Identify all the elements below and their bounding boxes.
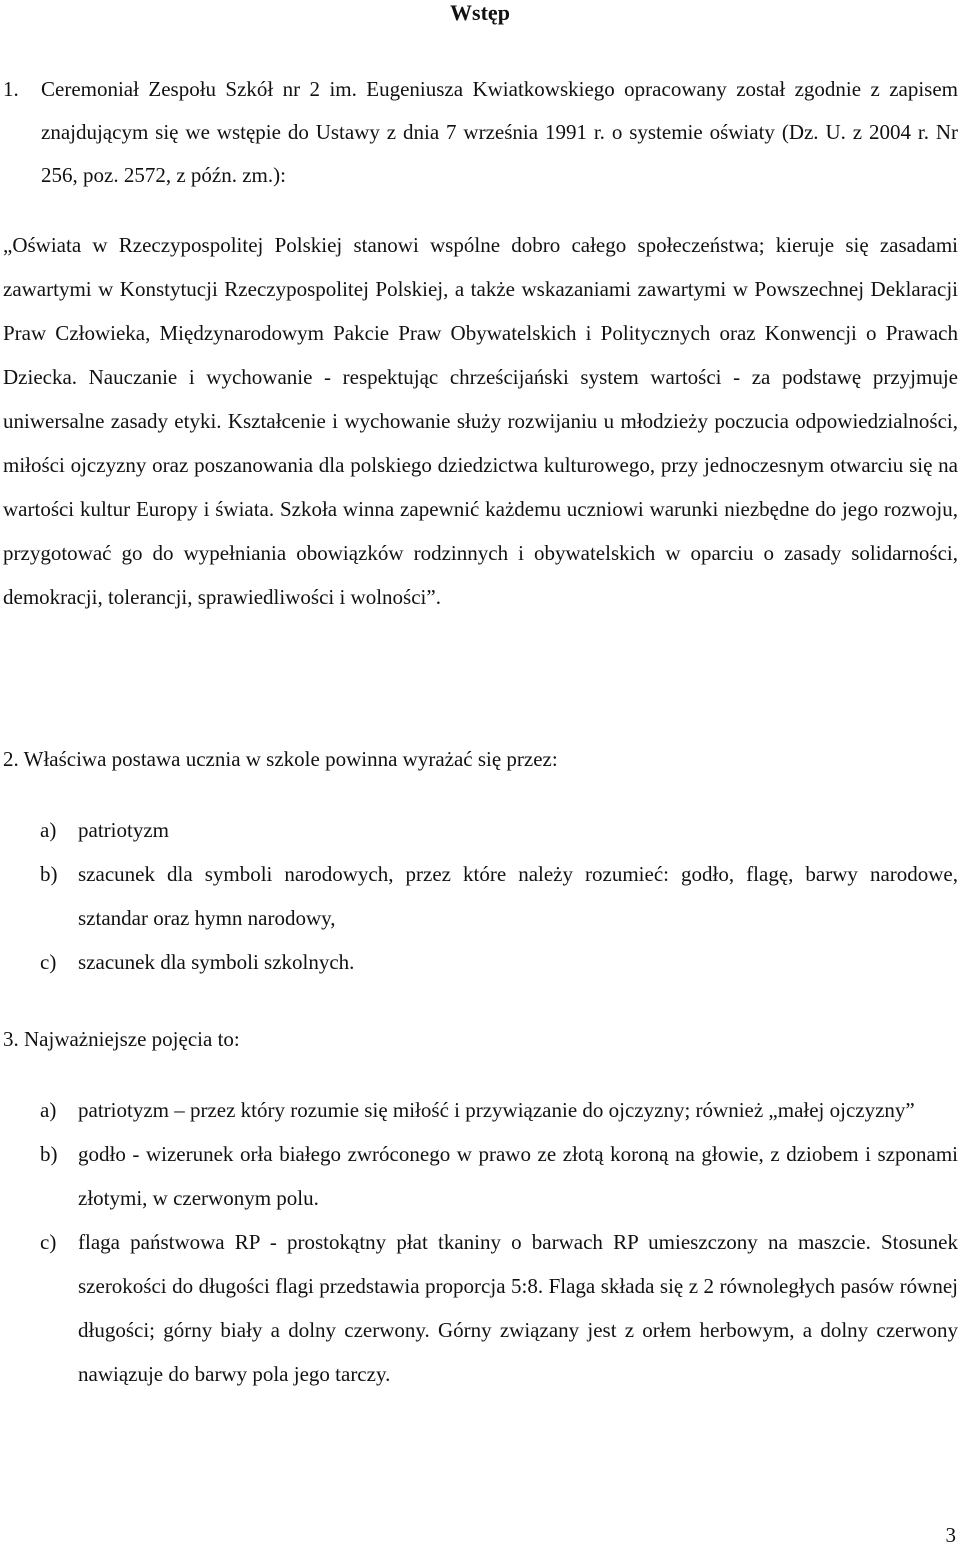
section-1-quote: „Oświata w Rzeczypospolitej Polskiej stanowi wspólne dobro całego społeczeństwa; kieruje się zasadami zawartymi w Konstytucji Rzeczypospolitej Polskiej, a także wskazaniami zawartymi w Powszechnej Deklaracji Praw Człowieka, Międzynarodowym Pakcie Praw Obywatelskich i Politycznych oraz Konwencji o Prawach Dziecka. Nauczanie i wychowanie - respektując chrześcijański system wartości - za podstawę przyjmuje uniwersalne zasady etyki. Kształcenie i wychowanie służy rozwijaniu u młodzieży poczucia odpowiedzialności, miłości ojczyzny oraz poszanowania dla polskiego dziedzictwa kulturowego, przy jednoczesnym otwarciu się na wartości kultur Europy i świata. Szkoła winna zapewnić każdemu uczniowi warunki niezbędne do jego rozwoju, przygotować go do wypełniania obowiązków rodzinnych i obywatelskich w oparciu o zasady solidarności, demokracji, tolerancji, sprawiedliwości i wolności”. [3, 233, 958, 609]
list-item-marker: a) [40, 1098, 57, 1122]
list-item-marker: c) [40, 950, 57, 974]
list-item-text: godło - wizerunek orła białego zwróconego w prawo ze złotą koroną na głowie, z dziobem i szponami złotymi, w czerwonym polu. [78, 1142, 958, 1210]
list-item [40, 1132, 958, 1220]
section-1-number: 1. [3, 77, 19, 101]
list-item [40, 852, 958, 940]
list-item-text: patriotyzm – przez który rozumie się miłość i przywiązanie do ojczyzny; również „małej ojczyzny” [78, 1098, 915, 1122]
page-number: 3 [945, 1523, 956, 1547]
section-1-text: Ceremoniał Zespołu Szkół nr 2 im. Eugeniusza Kwiatkowskiego opracowany został zgodnie z zapisem znajdującym się we wstępie do Ustawy z dnia 7 września 1991 r. o systemie oświaty (Dz. U. z 2004 r. Nr 256, poz. 2572, z późn. zm.): [41, 77, 958, 187]
list-item-text: szacunek dla symboli szkolnych. [78, 950, 355, 974]
list-item-text: patriotyzm [78, 818, 169, 842]
section-3-heading: 3. Najważniejsze pojęcia to: [3, 1027, 240, 1051]
list-item-marker: c) [40, 1230, 57, 1254]
list-item-text: flaga państwowa RP - prostokątny płat tkaniny o barwach RP umieszczony na maszcie. Stosunek szerokości do długości flagi przedstawia proporcja 5:8. Flaga składa się z 2 równoległych pasów równej długości; górny biały a dolny czerwony. Górny związany jest z orłem herbowym, a dolny czerwony nawiązuje do barwy pola jego tarczy. [78, 1230, 958, 1386]
section-2-heading: 2. Właściwa postawa ucznia w szkole powinna wyrażać się przez: [3, 747, 558, 771]
list-item-text: szacunek dla symboli narodowych, przez które należy rozumieć: godło, flagę, barwy narodowe, sztandar oraz hymn narodowy, [78, 862, 958, 930]
list-item [40, 1220, 958, 1396]
list-item [40, 1088, 958, 1132]
list-item-marker: b) [40, 862, 58, 886]
page-title: Wstęp [450, 0, 510, 25]
section-2-list [40, 808, 958, 984]
list-item [40, 808, 958, 852]
section-1 [3, 68, 958, 197]
list-item [40, 940, 958, 984]
section-3-list [40, 1088, 958, 1396]
list-item-marker: b) [40, 1142, 58, 1166]
list-item-marker: a) [40, 818, 57, 842]
